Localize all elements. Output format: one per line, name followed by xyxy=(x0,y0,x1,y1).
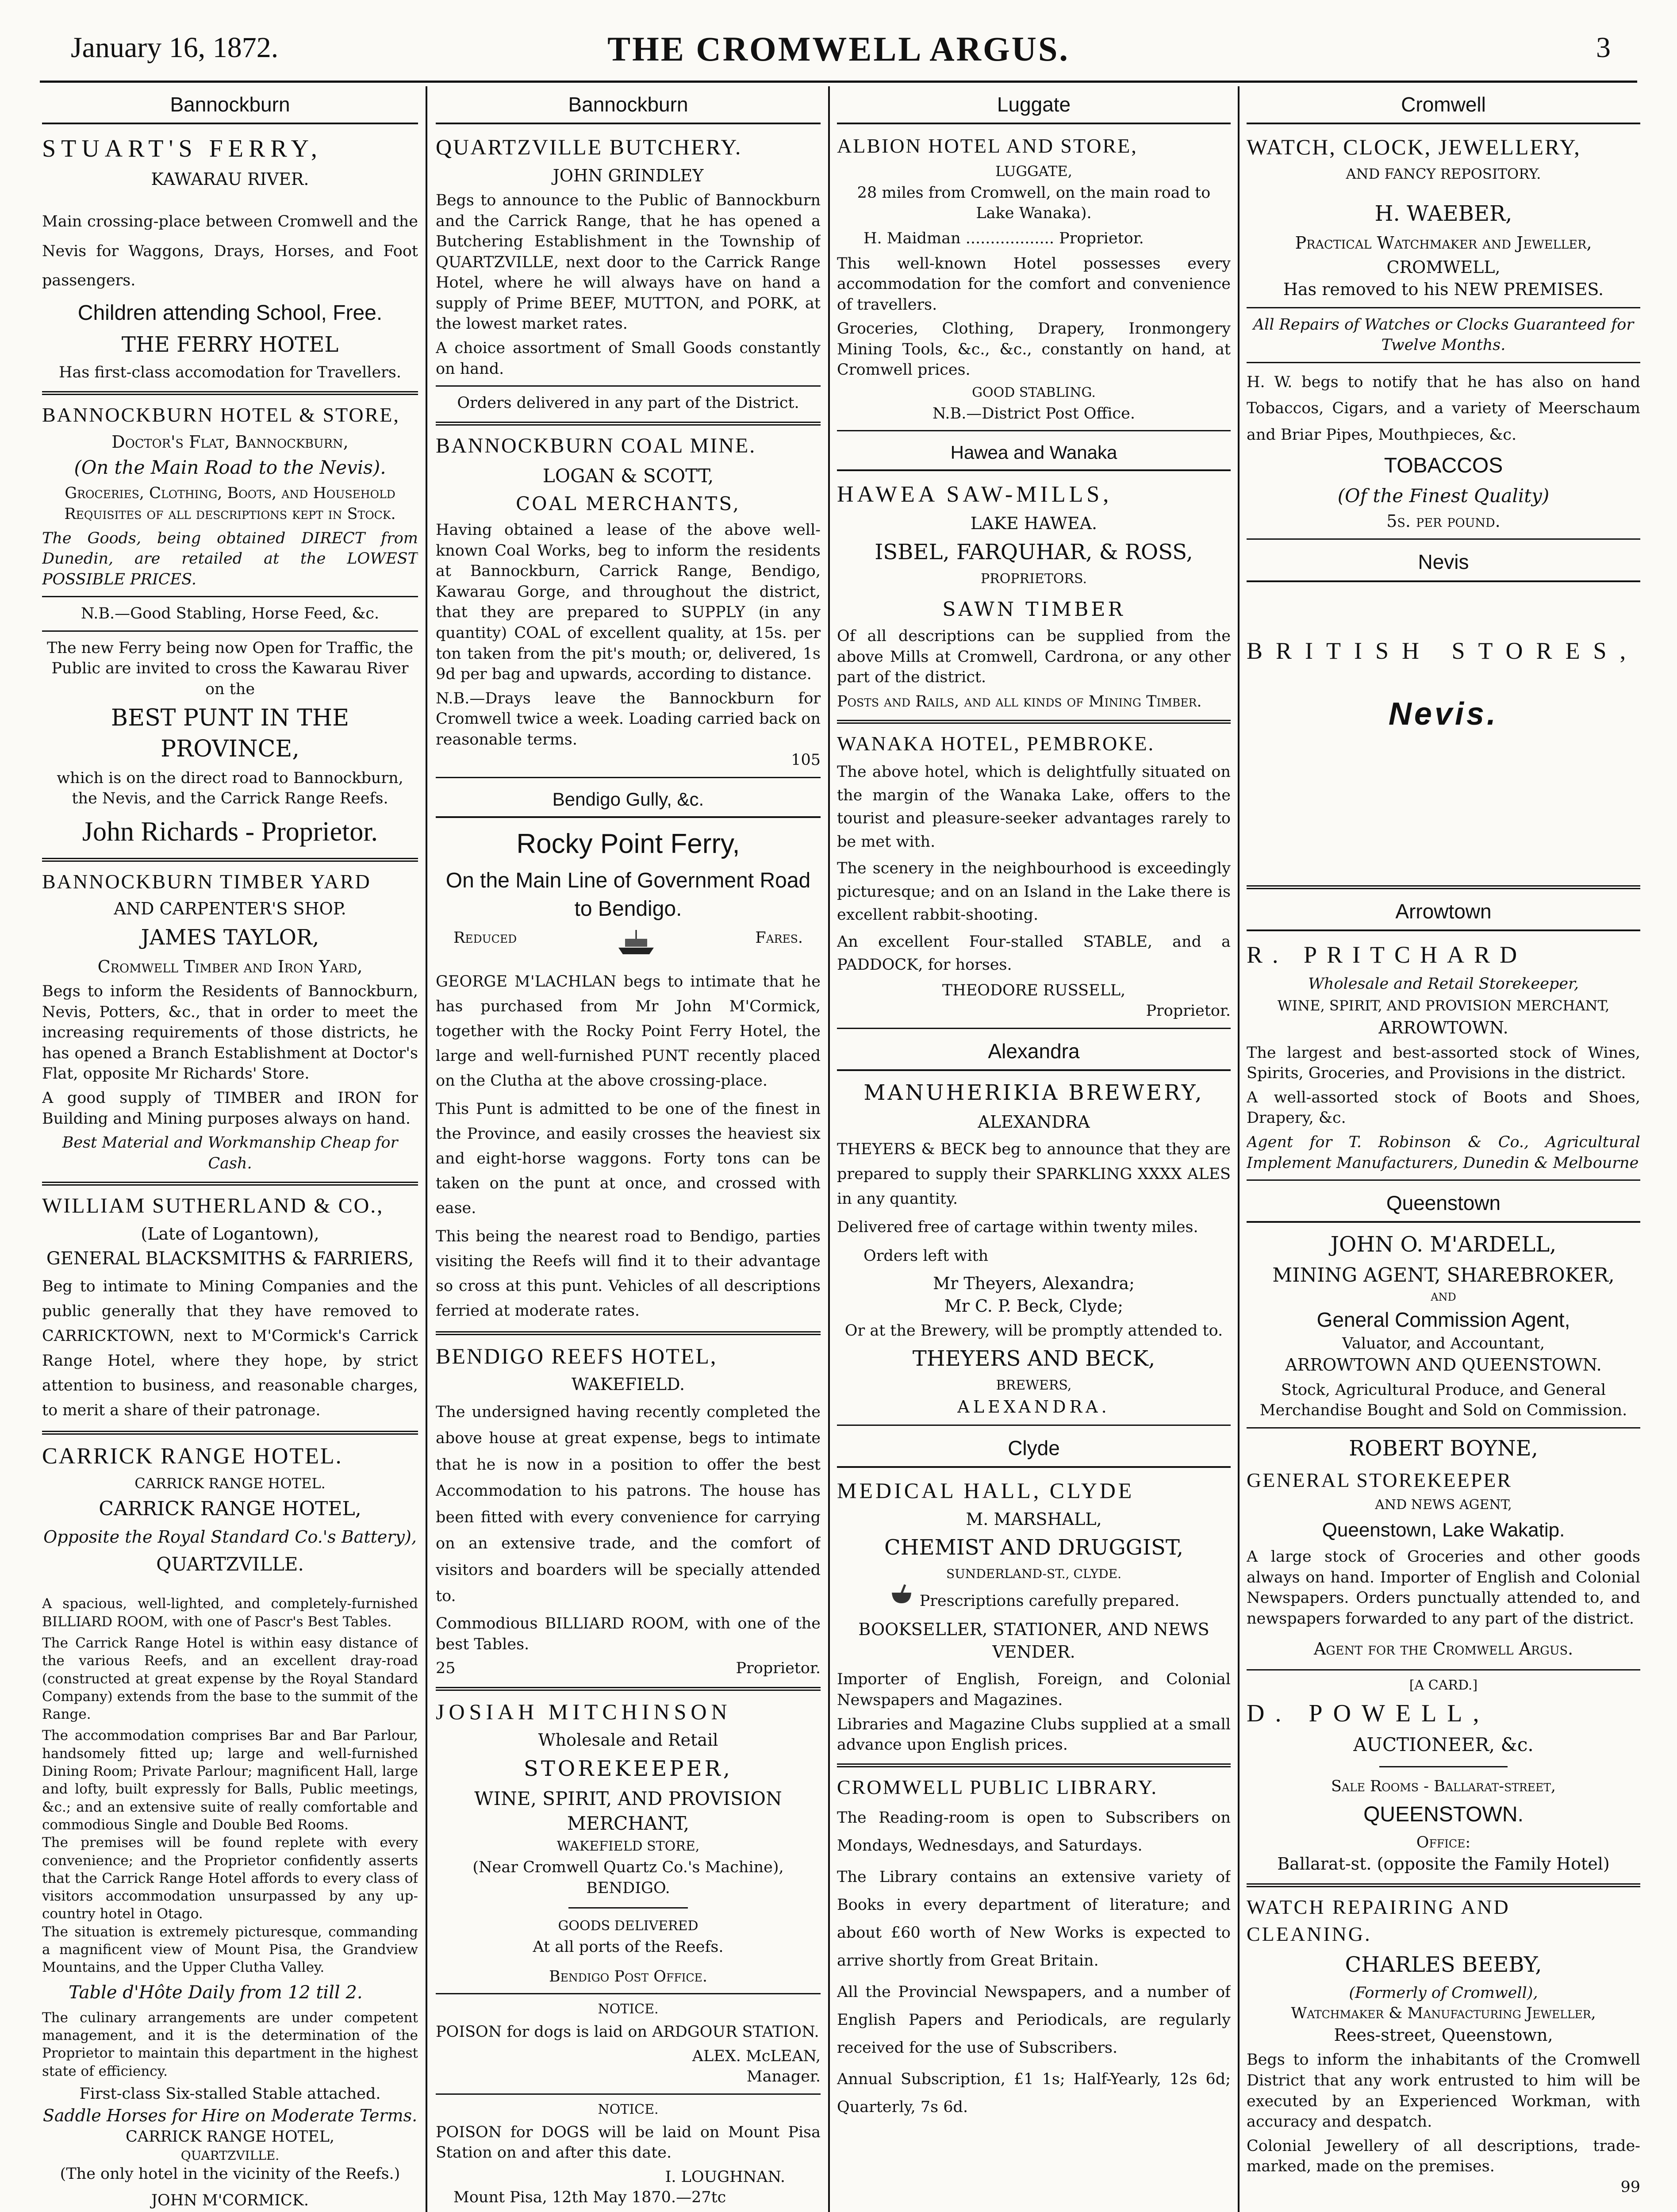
beeby-owner: CHARLES BEEBY, xyxy=(1345,1952,1542,1977)
bannockburn-hotel-title: BANNOCKBURN HOTEL & STORE, xyxy=(42,403,400,426)
albion-p1: This well-known Hotel possesses every accommodation for the comfort and convenience of travellers. xyxy=(837,254,1231,314)
wanaka-p1: The above hotel, which is delightfully situated on the margin of the Wanaka Lake, offers to the tourist and pleasure-seeker advantages rarely to be met with. xyxy=(837,763,1231,851)
waeber-p1: H. W. begs to notify that he has also on hand Tobaccos, Cigars, and a variety of Meerschaum and Briar Pipes, Mouthpieces, &c. xyxy=(1247,373,1640,444)
carrick-hotel-p4: The premises will be found replete with every convenience; and the Proprietor confidently asserts that the Carrick Range Hotel affords to every class of visitors accommodation unsurpassed by any up-country hotel in Otago. xyxy=(42,1835,418,1922)
stuarts-ferry-title: STUART'S FERRY, xyxy=(42,135,322,163)
sutherland-title: WILLIAM SUTHERLAND & CO., xyxy=(42,1194,384,1218)
albion-sub: LUGGATE, xyxy=(995,163,1072,180)
albion-p2: Groceries, Clothing, Drapery, Ironmongery Mining Tools, &c., &c., constantly on hand, at Cromwell prices. xyxy=(837,320,1231,379)
ferry-hotel: THE FERRY HOTEL xyxy=(121,332,339,357)
mardell-name: JOHN O. M'ARDELL, xyxy=(1330,1232,1557,1257)
powell-office: Office: xyxy=(1416,1833,1471,1851)
medical-hall-role: CHEMIST AND DRUGGIST, xyxy=(884,1535,1184,1560)
carrick-hotel-only: (The only hotel in the vicinity of the Reefs.) xyxy=(60,2165,400,2183)
mardell-role2: General Commission Agent, xyxy=(1316,1308,1570,1331)
mardell-and: AND xyxy=(1431,1290,1456,1303)
carrick-hotel-table: Table d'Hôte Daily from 12 till 2. xyxy=(69,1982,363,2003)
mitchinson-near: (Near Cromwell Quartz Co.'s Machine), xyxy=(472,1859,784,1877)
medical-hall-presc-row xyxy=(837,1584,1231,1612)
bendigo-reefs-sub: WAKEFIELD. xyxy=(571,1375,685,1394)
hawea-sub: LAKE HAWEA. xyxy=(970,514,1098,534)
carrick-hotel-p2: The Carrick Range Hotel is within easy distance of the various Reefs, and an excellent dray-road (constructed at great expense by the Royal Standard Company) extends from the base to the summit of the Range. xyxy=(42,1635,418,1723)
ferry-hotel-accom: Has first-class accomodation for Travellers. xyxy=(58,364,402,382)
section-bendigo: Bendigo Gully, &c. xyxy=(436,784,821,818)
coal-mine-nb: N.B.—Drays leave the Bannockburn for Cromwell twice a week. Loading carried back on reasonable terms. xyxy=(436,689,821,749)
mitchinson-goods: GOODS DELIVERED xyxy=(558,1918,698,1934)
notice-2-date: Mount Pisa, 12th May 1870.—27tc xyxy=(453,2189,726,2207)
butchery-small: A choice assortment of Small Goods constantly on hand. xyxy=(436,339,821,378)
timber-yard-body: Begs to inform the Residents of Bannockburn, Nevis, Potters, &c., that in order to meet the increasing requirements of those districts, he has opened a Branch Establishment at Doctor's Flat, opposite Mr Richards' Store. xyxy=(42,983,418,1083)
beeby-formerly: (Formerly of Cromwell), xyxy=(1349,1984,1538,2002)
coal-mine-role: COAL MERCHANTS, xyxy=(516,493,741,515)
carrick-hotel-title: CARRICK RANGE HOTEL. xyxy=(42,1443,343,1469)
new-ferry-text: The new Ferry being now Open for Traffic, the Public are invited to cross the Kawarau River on the xyxy=(46,639,414,698)
library-p1: The Reading-room is open to Subscribers on Mondays, Wednesdays, and Saturdays. xyxy=(837,1809,1231,1855)
bendigo-reefs-prop: Proprietor. xyxy=(736,1659,821,1678)
section-bannockburn-2: Bannockburn xyxy=(436,88,821,124)
issue-date: January 16, 1872. xyxy=(71,31,279,64)
hawea-owner: ISBEL, FARQUHAR, & ROSS, xyxy=(875,539,1193,565)
boyne-p1: A large stock of Groceries and other goods always on hand. Importer of English and Colonial Newspapers. Orders punctually attended to, and newspapers forwarded to any part of the district. xyxy=(1247,1548,1640,1628)
brewery-p3: Orders left with xyxy=(863,1247,989,1265)
powell-role: AUCTIONEER, &c. xyxy=(1353,1734,1534,1756)
waeber-role: Practical Watchmaker and Jeweller, xyxy=(1295,233,1592,253)
notice-1-who: ALEX. McLEAN, xyxy=(692,2047,821,2065)
rocky-point-p2: This Punt is admitted to be one of the finest in the Province, and easily crosses the heaviest six and eight-horse waggons. Forty tons can be taken on the punt at once, and crossed with ease. xyxy=(436,1100,821,1217)
hawea-trade: SAWN TIMBER xyxy=(942,598,1125,621)
medical-hall-trade: BOOKSELLER, STATIONER, AND NEWS VENDER. xyxy=(858,1620,1209,1662)
mardell-role: MINING AGENT, SHAREBROKER, xyxy=(1272,1264,1615,1287)
bannockburn-hotel-road: (On the Main Road to the Nevis). xyxy=(74,456,386,478)
section-bannockburn: Bannockburn xyxy=(42,88,418,124)
timber-yard-sub: AND CARPENTER'S SHOP. xyxy=(114,899,346,919)
carrick-hotel-sig-town: QUARTZVILLE. xyxy=(180,2148,280,2163)
mitchinson-sub: Wholesale and Retail xyxy=(538,1730,718,1750)
beeby-role: Watchmaker & Manufacturing Jeweller, xyxy=(1291,2005,1596,2023)
waeber-sub: AND FANCY REPOSITORY. xyxy=(1346,165,1541,182)
bendigo-reefs-title: BENDIGO REEFS HOTEL, xyxy=(436,1343,718,1368)
carrick-hotel-stable: First-class Six-stalled Stable attached. xyxy=(79,2085,381,2103)
fares-label: Fares. xyxy=(755,929,803,947)
newspaper-title: THE CROMWELL ARGUS. xyxy=(607,30,1070,68)
brewery-p1: THEYERS & BECK beg to announce that they are prepared to supply their SPARKLING XXXX ALES in any quantity. xyxy=(837,1140,1231,1208)
brewery-o1: Mr Theyers, Alexandra; xyxy=(933,1274,1135,1294)
mardell-towns: ARROWTOWN AND QUEENSTOWN. xyxy=(1285,1355,1602,1375)
british-stores-title: BRITISH STORES, xyxy=(1247,637,1639,664)
carrick-hotel-p1: A spacious, well-lighted, and completely-furnished BILLIARD ROOM, with one of Pascr's Best Tables. xyxy=(42,1596,418,1630)
beeby-title: WATCH REPAIRING AND CLEANING. xyxy=(1247,1895,1510,1945)
timber-yard-owner: JAMES TAYLOR, xyxy=(141,925,319,950)
punt-route: which is on the direct road to Bannockburn, the Nevis, and the Carrick Range Reefs. xyxy=(57,769,403,808)
sutherland-trade: GENERAL BLACKSMITHS & FARRIERS, xyxy=(46,1248,414,1269)
albion-stabling: GOOD STABLING. xyxy=(972,384,1096,400)
coal-mine-body: Having obtained a lease of the above well-known Coal Works, beg to inform the residents at Bannockburn, Carrick Range, Bendigo, Kawarau Gorge, and throughout the district, that they are prepared to SUPPLY (in any quantity) COAL of excellent quality, at 15s. per ton taken from the pit's mouth; or, delivered, 1s 9d per bag and upwards, according to distance. xyxy=(436,521,821,684)
medical-hall-owner: M. MARSHALL, xyxy=(966,1509,1102,1529)
powell-addr: Ballarat-st. (opposite the Family Hotel) xyxy=(1277,1854,1610,1874)
rocky-point-p3: This being the nearest road to Bendigo, parties visiting the Reefs will find it to their advantage so cross at this punt. Vehicles of all descriptions ferried at moderate rates. xyxy=(436,1227,821,1320)
albion-nb: N.B.—District Post Office. xyxy=(933,404,1135,422)
tobaccos-price: 5s. per pound. xyxy=(1386,511,1500,531)
notice-2-head: NOTICE. xyxy=(598,2101,659,2117)
pritchard-trade: WINE, SPIRIT, AND PROVISION MERCHANT, xyxy=(1277,997,1610,1014)
waeber-owner: H. WAEBER, xyxy=(1374,201,1512,227)
mitchinson-store: WAKEFIELD STORE, xyxy=(556,1839,700,1855)
pritchard-title: R. PRITCHARD xyxy=(1247,941,1527,968)
library-title: CROMWELL PUBLIC LIBRARY. xyxy=(837,1775,1158,1798)
butchery-orders: Orders delivered in any part of the District. xyxy=(457,394,799,412)
carrick-hotel-town: QUARTZVILLE. xyxy=(156,1553,304,1575)
notice-1-role: Manager. xyxy=(746,2068,821,2086)
pritchard-sub: Wholesale and Retail Storekeeper, xyxy=(1308,975,1579,993)
bannockburn-hotel-goods: Groceries, Clothing, Boots, and Household Requisites of all descriptions kept in Stock. xyxy=(64,484,396,523)
column-4 xyxy=(1247,88,1640,2212)
brewery-p2: Delivered free of cartage within twenty miles. xyxy=(837,1218,1198,1236)
rocky-point-line: On the Main Line of Government Road to Bendigo. xyxy=(445,869,811,921)
brewery-town: ALEXANDRA. xyxy=(957,1397,1110,1417)
waeber-town: CROMWELL, xyxy=(1386,257,1500,277)
section-cromwell: Cromwell xyxy=(1247,88,1640,124)
medical-hall-p1: Importer of English, Foreign, and Colonial Newspapers and Magazines. xyxy=(837,1671,1231,1709)
beeby-p1: Begs to inform the inhabitants of the Cromwell District that any work entrusted to him will be executed by an Experienced Workman, with accuracy and despatch. xyxy=(1247,2051,1640,2131)
mitchinson-title: JOSIAH MITCHINSON xyxy=(436,1699,732,1724)
bannockburn-hotel-direct: The Goods, being obtained DIRECT from Dunedin, are retailed at the LOWEST POSSIBLE PRICES. xyxy=(42,529,418,588)
powell-card: [A CARD.] xyxy=(1409,1677,1478,1693)
pritchard-p2: A well-assorted stock of Boots and Shoes, Drapery, &c. xyxy=(1247,1088,1640,1127)
beeby-p2: Colonial Jewellery of all descriptions, trade-marked, made on the premises. xyxy=(1247,2137,1640,2176)
notice-1-head: NOTICE. xyxy=(598,2001,659,2017)
column-1 xyxy=(42,88,418,2212)
mardell-p1: Stock, Agricultural Produce, and General Merchandise Bought and Sold on Commission. xyxy=(1259,1381,1627,1420)
brewery-role: BREWERS, xyxy=(996,1377,1072,1393)
ferry-boat-icon xyxy=(616,928,656,965)
boyne-name: ROBERT BOYNE, xyxy=(1349,1436,1538,1461)
boyne-role: GENERAL STOREKEEPER xyxy=(1247,1468,1512,1491)
albion-title: ALBION HOTEL AND STORE, xyxy=(837,134,1138,157)
powell-rooms: Sale Rooms - Ballarat-street, xyxy=(1331,1778,1556,1796)
medical-hall-addr: SUNDERLAND-ST., CLYDE. xyxy=(946,1566,1121,1581)
wanaka-title: WANAKA HOTEL, PEMBROKE. xyxy=(837,732,1155,755)
medical-hall-presc: Prescriptions carefully prepared. xyxy=(919,1592,1180,1610)
masthead xyxy=(0,27,1677,80)
brewery-p4: Or at the Brewery, will be promptly attended to. xyxy=(844,1322,1223,1340)
hawea-p2: Posts and Rails, and all kinds of Mining Timber. xyxy=(837,692,1202,710)
rocky-point-title: Rocky Point Ferry, xyxy=(516,828,740,859)
waeber-title: WATCH, CLOCK, JEWELLERY, xyxy=(1247,134,1581,160)
brewery-title: MANUHERIKIA BREWERY, xyxy=(863,1080,1204,1106)
carrick-hotel-sig: CARRICK RANGE HOTEL, xyxy=(125,2128,334,2146)
british-stores-place: Nevis. xyxy=(1388,696,1499,732)
beeby-addr: Rees-street, Queenstown, xyxy=(1334,2025,1553,2045)
butchery-owner: JOHN GRINDLEY xyxy=(553,165,704,185)
tobaccos-quality: (Of the Finest Quality) xyxy=(1337,485,1550,507)
mitchinson-office: Bendigo Post Office. xyxy=(549,1967,708,1985)
section-luggate: Luggate xyxy=(837,88,1231,124)
column-2 xyxy=(436,88,821,2212)
carrick-hotel-saddle: Saddle Horses for Hire on Moderate Terms. xyxy=(42,2105,418,2125)
wanaka-owner: THEODORE RUSSELL, xyxy=(942,981,1126,999)
mardell-role3: Valuator, and Accountant, xyxy=(1342,1334,1545,1352)
carrick-hotel-p3: The accommodation comprises Bar and Bar Parlour, handsomely fitted up; large and well-furnished Dining Room; Private Parlour; magnificent Hall, large and lofty, built expressly for Balls, Public meetings, &c.; and an extensive suite of really comfortable and commodious Single and Double Bed Rooms. xyxy=(42,1728,418,1833)
masthead-rule xyxy=(40,81,1637,83)
pritchard-town: ARROWTOWN. xyxy=(1378,1018,1508,1038)
boyne-sub: AND NEWS AGENT, xyxy=(1375,1497,1512,1513)
coal-mine-title: BANNOCKBURN COAL MINE. xyxy=(436,434,756,457)
section-clyde: Clyde xyxy=(837,1432,1231,1468)
stuarts-ferry-sub: KAWARAU RIVER. xyxy=(151,169,309,189)
timber-yard-supply: A good supply of TIMBER and IRON for Building and Mining purposes always on hand. xyxy=(42,1089,418,1128)
wanaka-p3: An excellent Four-stalled STABLE, and a PADDOCK, for horses. xyxy=(837,933,1231,974)
column-divider xyxy=(828,86,830,2212)
mitchinson-trade2: WINE, SPIRIT, AND PROVISION MERCHANT, xyxy=(474,1788,782,1835)
waeber-repairs: All Repairs of Watches or Clocks Guaranteed for Twelve Months. xyxy=(1253,315,1634,354)
mitchinson-ports: At all ports of the Reefs. xyxy=(533,1938,724,1956)
coal-mine-num: 105 xyxy=(791,751,821,769)
section-alexandra: Alexandra xyxy=(837,1035,1231,1071)
bendigo-reefs-num: 25 xyxy=(436,1659,456,1678)
waeber-moved: Has removed to his NEW PREMISES. xyxy=(1283,280,1604,300)
boyne-agent: Agent for the Cromwell Argus. xyxy=(1313,1639,1573,1659)
butchery-title: QUARTZVILLE BUTCHERY. xyxy=(436,134,742,160)
hawea-p1: Of all descriptions can be supplied from the above Mills at Cromwell, Cardrona, or any other part of the district. xyxy=(837,627,1231,687)
section-queenstown: Queenstown xyxy=(1247,1187,1640,1223)
beeby-num: 99 xyxy=(1620,2178,1640,2196)
notice-2-who: I. LOUGHNAN. xyxy=(665,2168,785,2186)
sutherland-sub: (Late of Logantown), xyxy=(141,1224,319,1244)
column-divider xyxy=(426,86,427,2212)
john-richards-proprietor: John Richards - Proprietor. xyxy=(82,816,378,847)
albion-loc: 28 miles from Cromwell, on the main road to Lake Wanaka). xyxy=(857,184,1211,223)
section-nevis: Nevis xyxy=(1247,546,1640,582)
sutherland-body: Beg to intimate to Mining Companies and the public generally that they have removed to CARRICKTOWN, next to M'Cormick's Carrick Range Hotel, where they hope, by strict attention to business, and reasonable charges, to merit a share of their patronage. xyxy=(42,1277,418,1419)
carrick-hotel-owner: JOHN M'CORMICK. xyxy=(151,2192,309,2210)
children-free: Children attending School, Free. xyxy=(77,301,383,325)
stuarts-ferry-body: Main crossing-place between Cromwell and the Nevis for Waggons, Drays, Horses, and Foot passengers. xyxy=(42,213,418,290)
brewery-sub: ALEXANDRA xyxy=(978,1112,1090,1132)
bendigo-reefs-body: The undersigned having recently completed the above house at great expense, begs to intimate that he is now in a position to offer the best Accommodation to his patrons. The house has been fitted with every convenience for carrying on an extensive trade, and the comfort of visitors and boarders will be specially attended to. xyxy=(436,1403,821,1605)
mitchinson-town: BENDIGO. xyxy=(586,1879,670,1897)
pritchard-p1: The largest and best-assorted stock of Wines, Spirits, Groceries, and Provisions in the district. xyxy=(1247,1044,1640,1083)
coal-mine-owner: LOGAN & SCOTT, xyxy=(542,465,714,487)
reduced-label: Reduced xyxy=(453,929,517,947)
pritchard-agent: Agent for T. Robinson & Co., Agricultural Implement Manufacturers, Dunedin & Melbourne xyxy=(1247,1133,1640,1172)
butchery-body: Begs to announce to the Public of Bannockburn and the Carrick Range, that he has opened a Butchering Establishment in the Township of QUARTZVILLE, next door to the Carrick Range Hotel, where he will always have on hand a supply of Prime BEEF, MUTTON, and PORK, at the lowest market rates. xyxy=(436,192,821,333)
rocky-point-p1: GEORGE M'LACHLAN begs to intimate that he has purchased from Mr John M'Cormick, together with the Rocky Point Ferry Hotel, the large and well-furnished PUNT recently placed on the Clutha at the above crossing-place. xyxy=(436,972,821,1090)
carrick-hotel-p5: The situation is extremely picturesque, commanding a magnificent view of Mount Pisa, the Grandview Mountains, and the Upper Clutha Valley. xyxy=(42,1924,418,1976)
section-hawea: Hawea and Wanaka xyxy=(837,438,1231,471)
bannockburn-hotel-stabling: N.B.—Good Stabling, Horse Feed, &c. xyxy=(81,605,380,623)
timber-yard-role: Cromwell Timber and Iron Yard, xyxy=(97,956,363,976)
hawea-role: PROPRIETORS. xyxy=(980,571,1087,587)
mortar-pestle-icon xyxy=(888,1584,915,1612)
carrick-hotel-p6: The culinary arrangements are under competent management, and it is the determination of the Proprietor to maintain this department in the highest state of efficiency. xyxy=(42,2009,418,2079)
notice-2-text: POISON for DOGS will be laid on Mount Pisa Station on and after this date. xyxy=(436,2123,821,2162)
timber-yard-motto: Best Material and Workmanship Cheap for Cash. xyxy=(62,1134,398,1172)
bendigo-reefs-billiard: Commodious BILLIARD ROOM, with one of the best Tables. xyxy=(436,1614,821,1653)
library-p4: Annual Subscription, £1 1s; Half-Yearly, 12s 6d; Quarterly, 7s 6d. xyxy=(837,2070,1231,2116)
hawea-title: HAWEA SAW-MILLS, xyxy=(837,482,1113,507)
wanaka-p2: The scenery in the neighbourhood is exceedingly picturesque; and on an Island in the Lake there is excellent rabbit-shooting. xyxy=(837,860,1231,924)
carrick-hotel-opposite: Opposite the Royal Standard Co.'s Battery), xyxy=(43,1527,417,1547)
bannockburn-hotel-sub: Doctor's Flat, Bannockburn, xyxy=(111,432,349,452)
page-number: 3 xyxy=(1596,31,1611,64)
carrick-hotel-sub: CARRICK RANGE HOTEL. xyxy=(134,1475,326,1492)
medical-hall-p2: Libraries and Magazine Clubs supplied at a small advance upon English prices. xyxy=(837,1715,1231,1754)
boyne-town: Queenstown, Lake Wakatip. xyxy=(1322,1519,1565,1541)
medical-hall-title: MEDICAL HALL, CLYDE xyxy=(837,1478,1135,1503)
column-3 xyxy=(837,88,1231,2212)
timber-yard-title: BANNOCKBURN TIMBER YARD xyxy=(42,870,371,893)
best-punt: BEST PUNT IN THE PROVINCE, xyxy=(111,705,349,762)
column-divider xyxy=(1238,86,1240,2212)
section-arrowtown: Arrowtown xyxy=(1247,895,1640,931)
powell-title: D. POWELL, xyxy=(1247,1699,1490,1727)
carrick-hotel-name2: CARRICK RANGE HOTEL, xyxy=(99,1498,361,1521)
powell-town: QUEENSTOWN. xyxy=(1363,1802,1523,1826)
notice-1-text: POISON for dogs is laid on ARDGOUR STATION. xyxy=(436,2023,819,2041)
library-p2: The Library contains an extensive variety of Books in every department of literature; and about £60 worth of New Works is expected to arrive shortly from Great Britain. xyxy=(837,1868,1231,1970)
wanaka-role: Proprietor. xyxy=(1146,1002,1231,1020)
mitchinson-trade: STOREKEEPER, xyxy=(523,1756,733,1781)
albion-who: H. Maidman .................. Proprietor. xyxy=(863,229,1144,247)
library-p3: All the Provincial Newspapers, and a number of English Papers and Periodicals, are regularly received for the use of Subscribers. xyxy=(837,1983,1231,2057)
brewery-o2: Mr C. P. Beck, Clyde; xyxy=(944,1296,1124,1316)
brewery-owner: THEYERS AND BECK, xyxy=(912,1346,1155,1371)
tobaccos-title: TOBACCOS xyxy=(1384,454,1503,478)
